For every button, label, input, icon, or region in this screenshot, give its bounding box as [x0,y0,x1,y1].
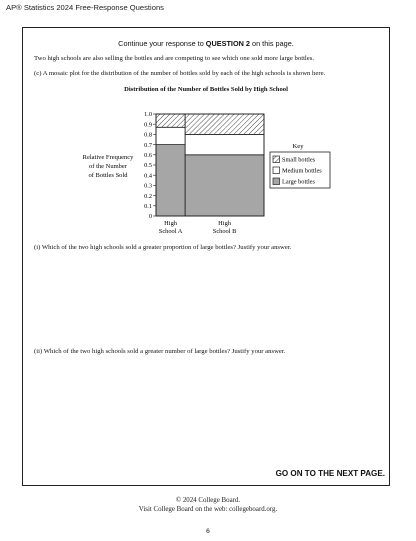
y-tick-label: 1.0 [144,111,152,119]
y-axis-label-line: of the Number [89,163,127,170]
question-label: QUESTION 2 [205,39,250,48]
continue-suffix: on this page. [250,39,294,48]
mosaic-plot [23,28,391,248]
go-on-notice: GO ON TO THE NEXT PAGE. [275,469,385,478]
y-axis-label-line: Relative Frequency [82,154,134,161]
legend-entry-label: Large bottles [282,178,315,186]
mosaic-segment-small-bottles [185,114,264,134]
intro-paragraph: Two high schools are also selling the bottles and are competing to see which one sold more large bottles. [34,55,315,62]
x-category-label: High [164,220,177,227]
plot-area [156,114,264,216]
x-category-label: High [218,220,231,227]
continue-prefix: Continue your response to [118,39,206,48]
exam-header-title: AP® Statistics 2024 Free-Response Questions [6,3,164,12]
y-tick-label: 0.6 [144,152,152,159]
mosaic-segment-large-bottles [156,145,185,216]
legend-title: Key [292,143,304,150]
chart-title: Distribution of the Number of Bottles Sold by High School [124,86,288,93]
question-ii: (ii) Which of the two high schools sold a greater number of large bottles? Justify your answer. [34,348,286,355]
question-i: (i) Which of the two high schools sold a greater proportion of large bottles? Justify your answer. [34,244,292,251]
x-category-label: School A [158,228,183,235]
part-c-prompt: (c) A mosaic plot for the distribution of the number of bottles sold by each of the high schools is shown here. [34,70,326,77]
footer-copyright: © 2024 College Board. [175,497,241,504]
legend [270,143,330,188]
y-tick-label: 0.8 [144,131,152,139]
y-tick-label: 0.5 [144,162,152,170]
legend-entry-label: Small bottles [282,156,316,164]
y-axis-label [83,154,134,179]
mosaic-segment-large-bottles [185,155,264,216]
mosaic-segment-medium-bottles [185,134,264,154]
y-tick-label: 0.9 [144,121,152,129]
footer-website: Visit College Board on the web: collegeboard.org. [138,506,278,513]
page-number: 6 [206,528,210,535]
legend-swatch-medium-bottles [273,167,280,174]
y-tick-label: 0.4 [144,172,152,180]
x-category-label: School B [212,228,237,235]
mosaic-segment-medium-bottles [156,127,185,144]
legend-swatch-small-bottles [273,156,280,163]
y-axis [144,111,156,220]
response-page-frame [22,27,390,486]
y-axis-label-line: of Bottles Sold [88,172,128,179]
y-tick-label: 0 [148,213,152,221]
x-axis-labels [159,220,237,235]
mosaic-segment-small-bottles [156,114,185,127]
y-tick-label: 0.2 [144,192,152,200]
y-tick-label: 0.7 [144,141,152,149]
legend-swatch-large-bottles [273,178,280,185]
y-tick-label: 0.3 [144,182,152,190]
y-tick-label: 0.1 [144,203,152,210]
legend-entry-label: Medium bottles [282,167,322,175]
